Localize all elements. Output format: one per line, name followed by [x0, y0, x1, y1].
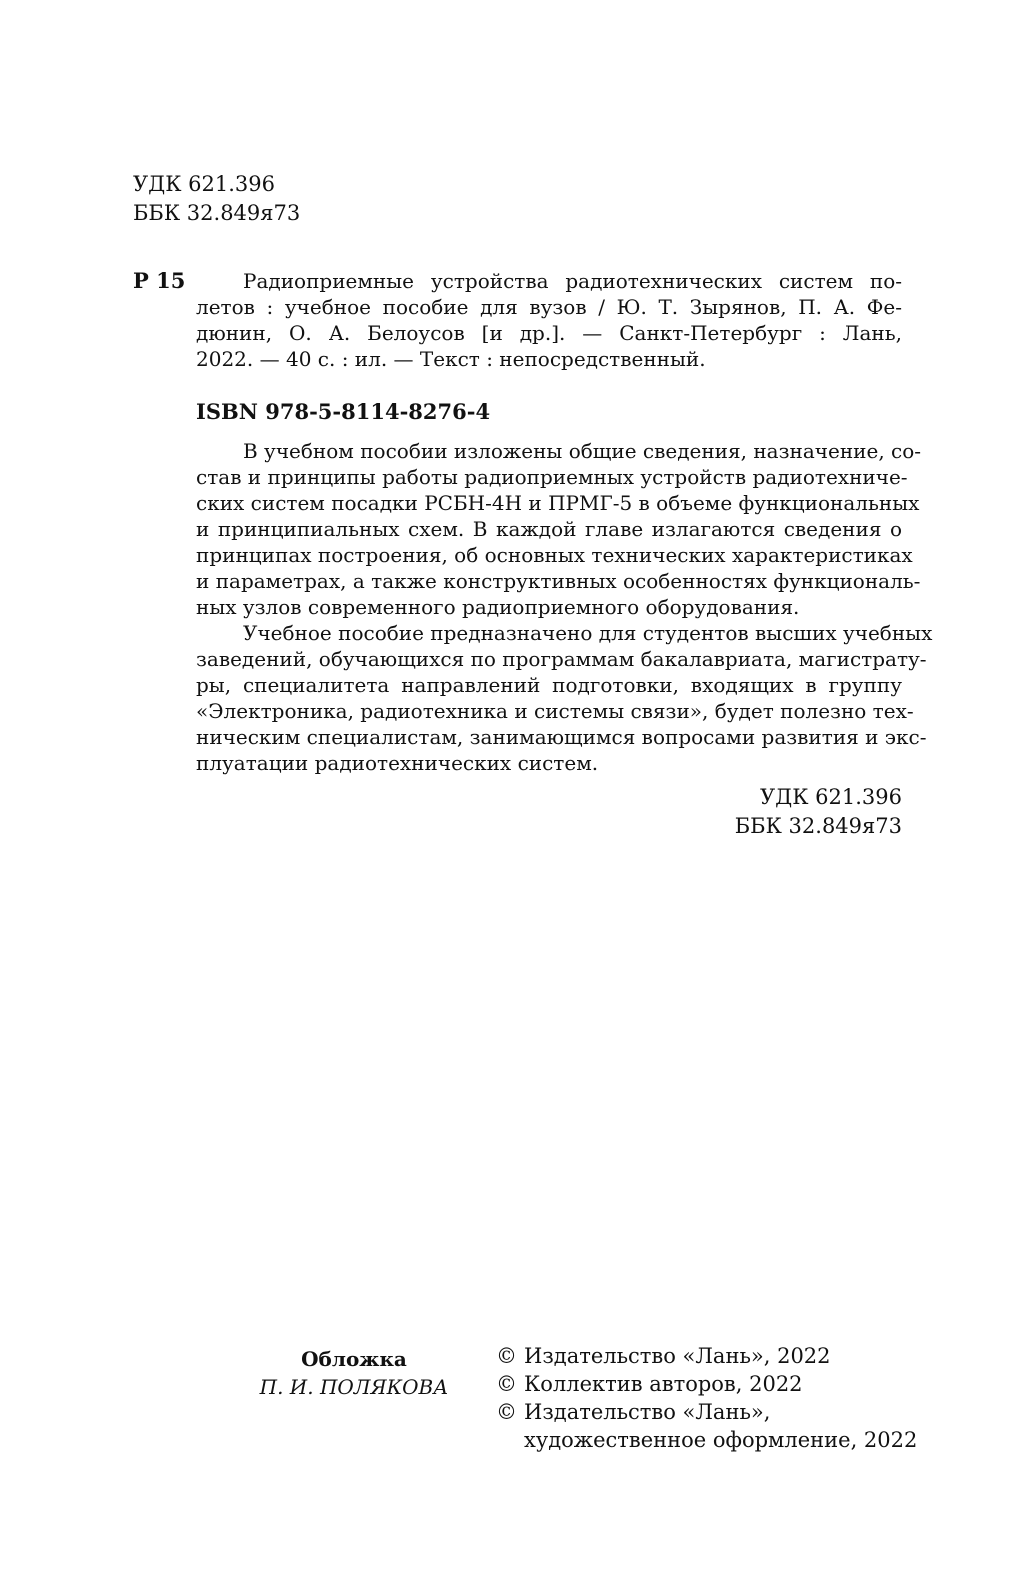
annotation-line: заведений, обучающихся по программам бакалавриата, магистрату-: [196, 647, 927, 671]
biblio-line: 2022. — 40 с. : ил. — Текст : непосредственный.: [196, 347, 706, 371]
copyright-icon: ©: [496, 1372, 517, 1396]
copyright-line: [496, 1398, 917, 1426]
annotation: [196, 438, 933, 776]
biblio-line: летов : учебное пособие для вузов / Ю. Т. Зырянов, П. А. Фе-: [196, 295, 902, 319]
udk-code: УДК 621.396: [133, 172, 276, 196]
annotation-line: принципах построения, об основных технических характеристиках: [196, 543, 913, 567]
classification-block-bottom: [735, 783, 902, 841]
copyright-line: [496, 1370, 917, 1398]
annotation-line: ных узлов современного радиоприемного оборудования.: [196, 595, 800, 619]
udk-code: УДК 621.396: [759, 785, 902, 809]
cover-credit: [255, 1345, 453, 1401]
copyright-line: [496, 1342, 917, 1370]
copyright-text: Издательство «Лань», 2022: [524, 1344, 831, 1368]
bbk-code: ББК 32.849я73: [734, 814, 902, 838]
author-code: Р 15: [133, 268, 186, 293]
bibliographic-description: [196, 268, 902, 372]
copyright-text: Издательство «Лань»,: [524, 1400, 771, 1424]
isbn: ISBN 978-5-8114-8276-4: [196, 399, 491, 424]
copyright-block: [496, 1342, 917, 1454]
copyright-icon: ©: [496, 1344, 517, 1368]
annotation-line: В учебном пособии изложены общие сведения, назначение, со-: [243, 439, 922, 463]
biblio-line: Радиоприемные устройства радиотехнических систем по-: [243, 269, 902, 293]
copyright-text: Коллектив авторов, 2022: [524, 1372, 803, 1396]
annotation-line: ры, специалитета направлений подготовки, входящих в группу: [196, 673, 902, 697]
annotation-line: Учебное пособие предназначено для студентов высших учебных: [243, 621, 933, 645]
copyright-icon: ©: [496, 1400, 517, 1424]
annotation-line: став и принципы работы радиоприемных устройств радиотехниче-: [196, 465, 908, 489]
cover-designer: П. И. ПОЛЯКОВА: [259, 1375, 449, 1399]
cover-label: Обложка: [301, 1347, 407, 1371]
annotation-line: плуатации радиотехнических систем.: [196, 751, 599, 775]
copyright-continuation: художественное оформление, 2022: [524, 1428, 918, 1452]
classification-block-top: [133, 170, 300, 228]
annotation-line: ских систем посадки РСБН-4Н и ПРМГ-5 в объеме функциональных: [196, 491, 920, 515]
biblio-line: дюнин, О. А. Белоусов [и др.]. — Санкт-Петербург : Лань,: [196, 321, 902, 345]
bbk-code: ББК 32.849я73: [133, 201, 301, 225]
annotation-line: и принципиальных схем. В каждой главе излагаются сведения о: [196, 517, 902, 541]
annotation-line: «Электроника, радиотехника и системы связи», будет полезно тех-: [196, 699, 914, 723]
annotation-line: и параметрах, а также конструктивных особенностях функциональ-: [196, 569, 921, 593]
annotation-line: ническим специалистам, занимающимся вопросами развития и экс-: [196, 725, 927, 749]
